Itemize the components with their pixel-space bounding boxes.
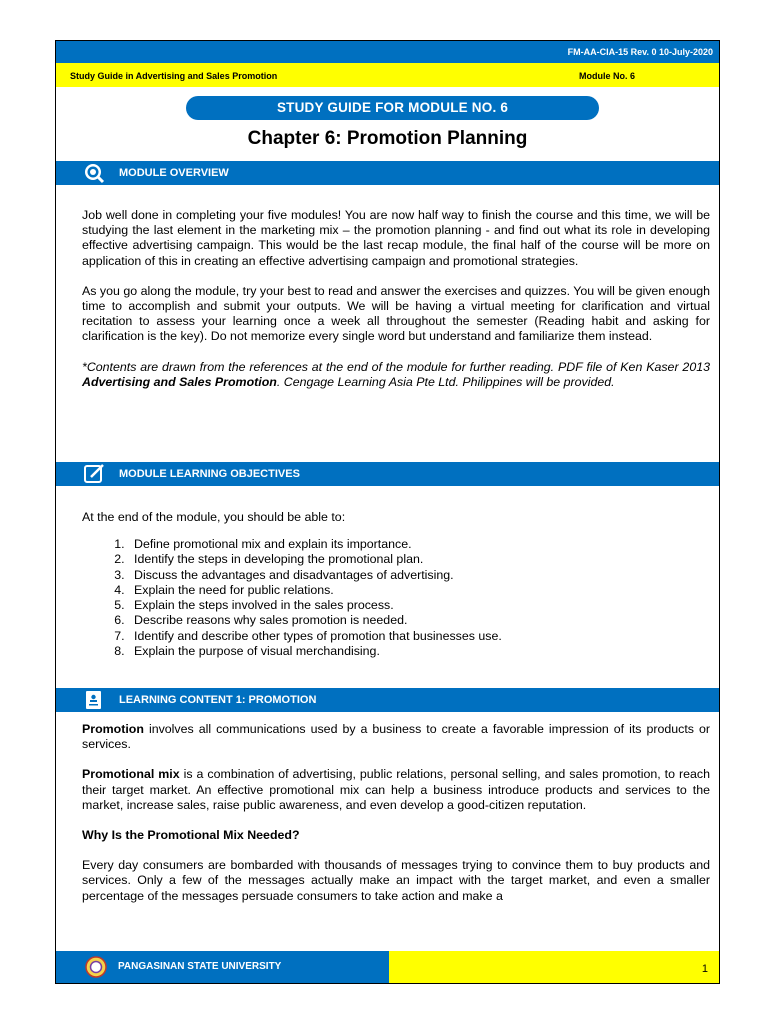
objective-item: 3. Discuss the advantages and disadvantages of advertising. [128,568,688,583]
why-heading: Why Is the Promotional Mix Needed? [82,828,300,843]
magnifier-icon [81,161,107,185]
objective-item: 2. Identify the steps in developing the promotional plan. [128,552,688,567]
note-book-title: Advertising and Sales Promotion [82,374,277,389]
promotion-definition [82,722,710,752]
page-number: 1 [701,963,708,975]
doc-code: FM-AA-CIA-15 Rev. 0 10-July-2020 [567,47,713,57]
page-footer [56,951,719,984]
footer-yellow-panel [389,951,720,984]
module-number: Module No. 6 [579,71,635,81]
overview-note [82,360,710,390]
section-bar-content [56,688,719,712]
promotion-def-text: involves all communications used by a business to create a favorable impression of its products or services. [82,722,710,752]
overview-paragraph-2: As you go along the module, try your best to read and answer the exercises and quizzes. You will be given enough time to accomplish and submit your outputs. We will be having a virtual meeting for clarification and virtual recitation to assess your learning once a week all throughout the semester (Reading habit and asking for clarification is the key). Do not memorize every single word but understand and familiarize them instead. [82,283,710,344]
chapter-title: Chapter 6: Promotion Planning [247,128,528,149]
objective-item: 4. Explain the need for public relations. [128,583,688,598]
objective-item: 1. Define promotional mix and explain its importance. [128,537,688,552]
overview-paragraph-1: Job well done in completing your five modules! You are now half way to finish the course and this time, we will be studying the last element in the marketing mix – the promotion planning - and find out what its role in developing effective advertising campaign. This would be the last recap module, the final half of the course will be more on application of this in creating an effective advertising campaign and promotional strategies. [82,208,710,268]
footer-blue-panel [56,951,389,984]
edit-icon [81,462,107,486]
note-text-c: . Cengage Learning Asia Pte Ltd. Philippines will be provided. [276,374,615,389]
section-label-content: LEARNING CONTENT 1: PROMOTION [119,694,317,706]
objective-item: 8. Explain the purpose of visual merchandising. [128,644,688,659]
header-code-bar [56,41,719,63]
course-title: Study Guide in Advertising and Sales Promotion [70,71,278,81]
why-paragraph: Every day consumers are bombarded with thousands of messages trying to convince them to buy products and services. Only a few of the messages actually make an impact with the target market, and even a smaller percentage of the messages persuade consumers to take action and make a [82,858,710,903]
objective-item: 5. Explain the steps involved in the sales process. [128,598,688,613]
objectives-list [82,537,688,659]
objective-item: 7. Identify and describe other types of promotion that businesses use. [128,629,688,644]
university-name: PANGASINAN STATE UNIVERSITY [118,961,282,972]
section-label-overview: MODULE OVERVIEW [119,167,229,179]
promotional-mix-term: Promotional mix [82,767,180,782]
header-title-bar [56,63,719,87]
objectives-intro: At the end of the module, you should be able to: [82,510,346,524]
section-bar-overview [56,161,719,185]
university-seal-icon [83,955,109,979]
content-text [82,722,710,904]
study-guide-banner: STUDY GUIDE FOR MODULE NO. 6 [186,96,599,120]
section-label-objectives: MODULE LEARNING OBJECTIVES [119,468,300,480]
promotional-mix-definition [82,767,710,813]
section-bar-objectives [56,462,719,486]
objective-item: 6. Describe reasons why sales promotion is needed. [128,613,688,628]
promotion-term: Promotion [82,722,144,736]
document-page [55,40,720,984]
note-text-a: *Contents are drawn from the references at the end of the module for further reading. PDF file of Ken Kaser 2013 [82,359,710,374]
promotional-mix-def-text: is a combination of advertising, public relations, personal selling, and sales promotion, to reach their target market. An effective promotional mix can help a business introduce products and services to the market, increase sales, raise public awareness, and even develop a good-citizen reputation. [82,767,710,812]
document-icon [81,688,107,712]
overview-text [82,208,710,390]
